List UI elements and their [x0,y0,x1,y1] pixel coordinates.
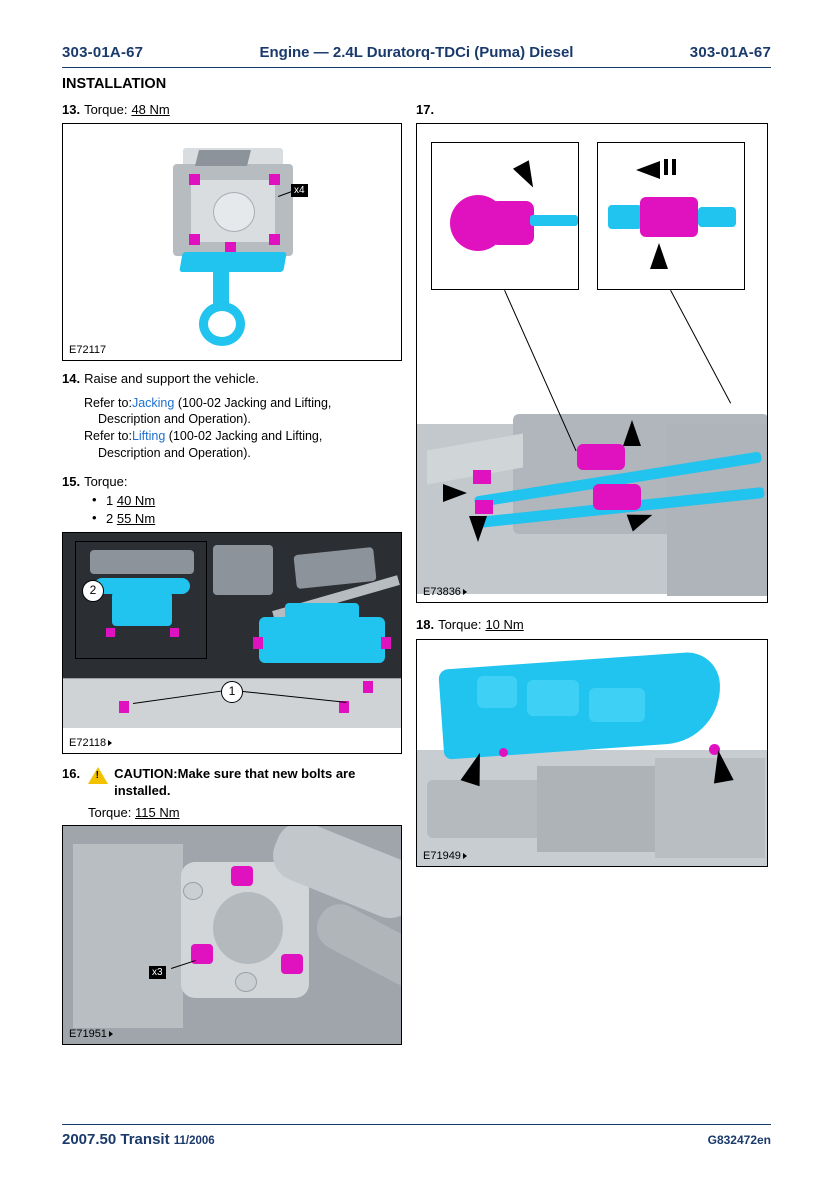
refer-cont-2: Description and Operation). [98,446,251,461]
illus-connector [640,197,698,237]
illus-part [537,766,657,852]
step-18 [416,617,768,866]
step-18-number: 18. [416,617,435,633]
highlight-bolt [170,628,179,637]
footer-model-name: 2007.50 Transit [62,1131,170,1148]
caution-text: Make sure that new bolts are installed. [114,766,356,798]
figure-id-e73836: E73836 [423,586,467,598]
highlight-bolt [281,954,303,974]
illus-emboss [477,676,517,708]
illus-hose [608,205,642,229]
footer-date: 11/2006 [173,1135,215,1147]
page-header [62,0,771,61]
illus-emboss [589,688,645,722]
figure-e73836 [416,123,768,603]
illus-part [73,844,183,1028]
page-title: Engine — 2.4L Duratorq-TDCi (Puma) Diesel [259,44,574,61]
arrow-tick [672,159,676,175]
step-14 [62,371,402,462]
illus-hose [698,207,736,227]
list-item [92,510,402,528]
figure-id-e71949: E71949 [423,850,467,862]
highlight-bolt [119,701,129,713]
arrow-tick [664,159,668,175]
refer-link-lifting[interactable]: Lifting [131,429,166,444]
illus-part [213,545,273,595]
highlight-bolt [231,866,253,886]
illus-part-cyan [179,252,287,272]
illus-part [427,780,547,838]
step-17 [416,102,768,603]
quantity-label: x3 [149,966,166,979]
illus-part-cyan [112,592,172,626]
step-13-torque: 48 Nm [131,102,170,117]
step-14-number: 14. [62,371,81,387]
figure-id-e72117: E72117 [69,344,107,357]
step-16 [62,766,402,1045]
illus-connector [490,201,534,245]
step-16-torque: 115 Nm [135,804,180,820]
header-right-code: 303-01A-67 [689,44,771,61]
highlight-bolt [189,234,200,245]
direction-arrow [636,161,660,179]
highlight-fitting [473,470,491,484]
caution-label: CAUTION: [114,766,178,782]
illus-bellhousing [667,424,768,596]
refer-cont-1: Description and Operation). [98,412,251,427]
step-14-references [84,395,402,463]
illus-connector [593,484,641,510]
caution-block [114,766,402,799]
illus-bellhousing [655,758,765,858]
step-17-number: 17. [416,102,435,117]
step-14-text: Raise and support the vehicle. [84,371,259,387]
left-column [62,102,402,1054]
illus-connector [577,444,625,470]
step-16-label: Torque: [88,804,132,820]
detail-inset [75,541,207,659]
figure-e72117 [62,123,402,361]
refer-rest-2: (100-02 Jacking and Lifting, [168,429,323,444]
detail-inset-right [597,142,745,290]
footer-model [62,1131,215,1148]
content-columns [62,102,771,1054]
highlight-bolt [499,748,508,757]
step-18-torque: 10 Nm [485,617,524,633]
illus-part-cyan [199,302,245,346]
illus-bolt [183,882,203,900]
step-15-label: Torque: [84,474,128,489]
figure-id-e71951: E71951 [69,1028,113,1040]
highlight-bolt [363,681,373,693]
step-16-torque-row [88,805,402,820]
step-15-number: 15. [62,474,81,489]
step-15-bullets [92,492,402,527]
illus-part-cyan [285,603,359,627]
highlight-bolt [269,174,280,185]
highlight-bolt [106,628,115,637]
illus-hub [213,892,283,964]
step-16-number: 16. [62,766,81,782]
section-heading: INSTALLATION [62,76,167,92]
step-18-label: Torque: [438,617,482,633]
callout-1: 1 [221,681,243,703]
detail-inset-left [431,142,579,290]
footer-divider [62,1124,771,1125]
callout-2: 2 [82,580,104,602]
step-13 [62,102,402,361]
bullet-index: 1 [106,493,114,509]
direction-arrow [623,420,641,446]
illus-emboss [527,680,579,716]
footer-doc-code: G832472en [707,1133,771,1147]
leader-line [670,290,731,403]
header-divider [62,67,771,68]
refer-prefix-1: Refer to: [84,395,132,410]
figure-e72118 [62,532,402,754]
refer-link-jacking[interactable]: Jacking [131,395,175,410]
refer-prefix-2: Refer to: [84,429,132,444]
figure-e71949 [416,639,768,867]
direction-arrow [513,161,541,192]
bullet-index: 2 [106,510,114,526]
direction-arrow [650,243,668,269]
step-13-label: Torque: [84,102,128,117]
quantity-label: x4 [291,184,308,197]
list-item [92,492,402,510]
illus-part [90,550,194,574]
highlight-bolt [189,174,200,185]
highlight-fitting [475,500,493,514]
illus-hose [530,215,578,226]
warning-triangle-icon [88,767,108,784]
figure-e71951 [62,825,402,1045]
page-footer [62,1124,771,1148]
highlight-bolt [269,234,280,245]
refer-rest-1: (100-02 Jacking and Lifting, [177,395,332,410]
figure-id-e72118: E72118 [69,737,112,749]
bullet-torque: 40 Nm [116,493,156,509]
illus-part [213,192,255,232]
highlight-bolt [381,637,391,649]
bullet-torque: 55 Nm [116,510,156,526]
right-column [416,102,768,1054]
direction-arrow [469,516,487,542]
illus-bolt [235,972,257,992]
direction-arrow [443,484,467,502]
step-13-number: 13. [62,102,81,117]
highlight-bolt [253,637,263,649]
highlight-bolt [339,701,349,713]
step-15 [62,474,402,754]
illus-part [195,150,251,166]
header-left-code: 303-01A-67 [62,44,144,61]
